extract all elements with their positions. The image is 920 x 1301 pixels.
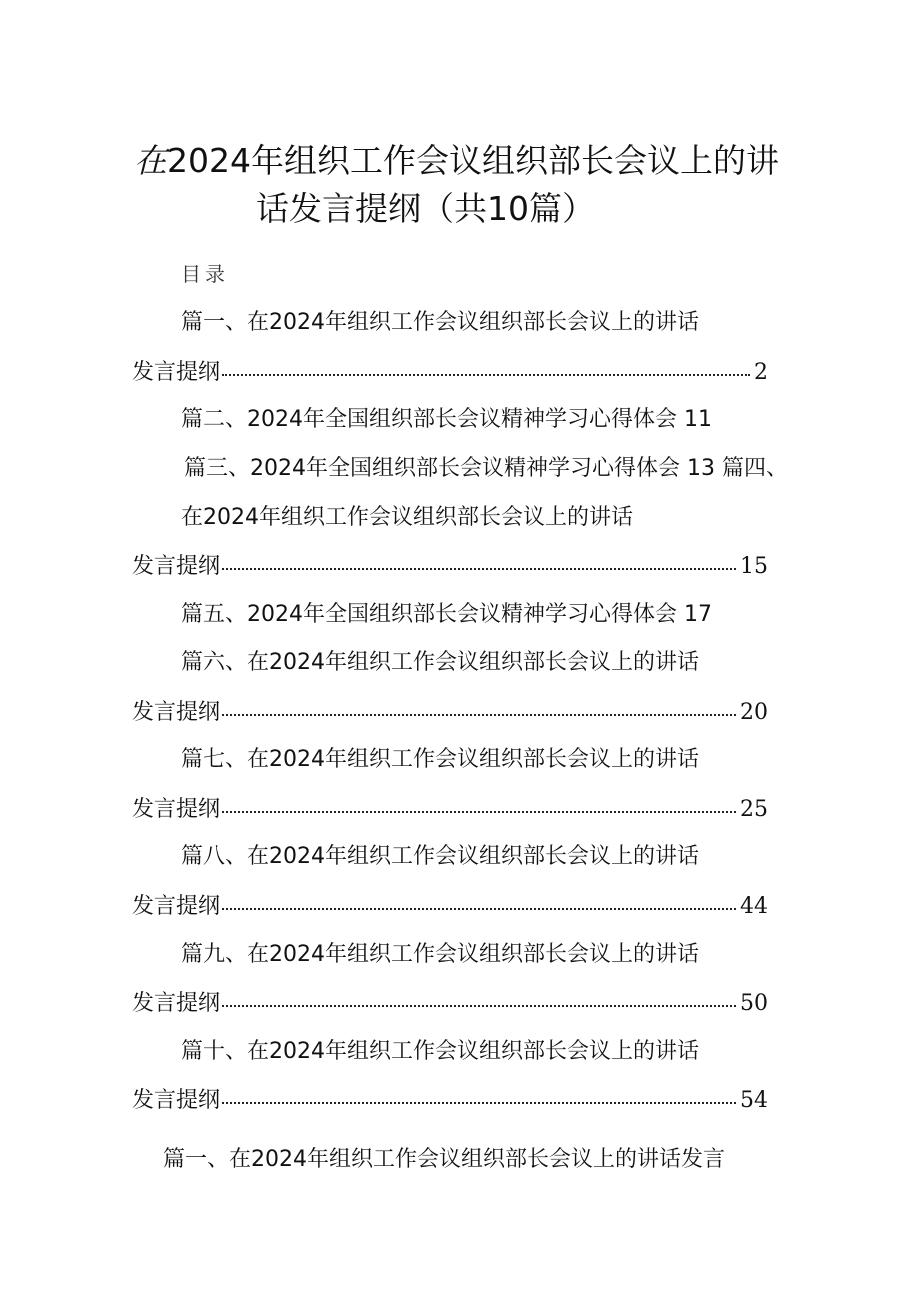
toc-entry-7-page: 25 — [740, 797, 768, 822]
toc-label: 目录 — [181, 262, 229, 286]
document-title-line-1 — [134, 141, 794, 181]
toc-entry-4-line-2[interactable] — [132, 551, 768, 582]
toc-entry-9-line-2[interactable] — [132, 988, 768, 1019]
toc-entry-3[interactable]: 篇三、2024年全国组织部长会议精神学习心得体会 13 篇四、 — [184, 456, 788, 481]
section-heading: 篇一、在2024年组织工作会议组织部长会议上的讲话发言 — [163, 1147, 725, 1172]
toc-entry-9-label: 发言提纲 — [132, 991, 221, 1016]
toc-entry-4-label: 发言提纲 — [132, 554, 221, 579]
dot-leader — [222, 694, 736, 716]
toc-entry-10-label: 发言提纲 — [132, 1088, 221, 1113]
dot-leader — [222, 888, 736, 910]
toc-entry-10-page: 54 — [740, 1088, 768, 1113]
toc-entry-5[interactable]: 篇五、2024年全国组织部长会议精神学习心得体会 17 — [181, 602, 712, 627]
toc-entry-1-line-1[interactable]: 篇一、在2024年组织工作会议组织部长会议上的讲话 — [181, 310, 699, 335]
toc-entry-1-label: 发言提纲 — [132, 360, 221, 385]
toc-entry-6-line-1[interactable]: 篇六、在2024年组织工作会议组织部长会议上的讲话 — [181, 650, 699, 675]
toc-entry-1-line-2[interactable] — [132, 357, 768, 388]
toc-entry-10-line-2[interactable] — [132, 1085, 768, 1116]
toc-entry-7-line-2[interactable] — [132, 794, 768, 825]
toc-entry-4-line-1[interactable]: 在2024年组织工作会议组织部长会议上的讲话 — [181, 505, 633, 530]
toc-entry-6-page: 20 — [740, 700, 768, 725]
toc-entry-9-line-1[interactable]: 篇九、在2024年组织工作会议组织部长会议上的讲话 — [181, 942, 699, 967]
title-prefix: 在 — [134, 141, 167, 180]
dot-leader — [222, 354, 750, 376]
dot-leader — [222, 548, 736, 570]
toc-entry-9-page: 50 — [740, 991, 768, 1016]
toc-entry-4-page: 15 — [740, 554, 768, 579]
toc-entry-10-line-1[interactable]: 篇十、在2024年组织工作会议组织部长会议上的讲话 — [181, 1039, 699, 1064]
dot-leader — [222, 1082, 736, 1104]
toc-entry-6-line-2[interactable] — [132, 697, 768, 728]
toc-entry-7-label: 发言提纲 — [132, 797, 221, 822]
toc-entry-8-page: 44 — [740, 894, 768, 919]
toc-entry-8-line-1[interactable]: 篇八、在2024年组织工作会议组织部长会议上的讲话 — [181, 844, 699, 869]
title-line-1-text: 2024年组织工作会议组织部长会议上的讲 — [167, 141, 779, 180]
toc-entry-8-label: 发言提纲 — [132, 894, 221, 919]
toc-entry-1-page: 2 — [754, 360, 768, 385]
toc-entry-7-line-1[interactable]: 篇七、在2024年组织工作会议组织部长会议上的讲话 — [181, 747, 699, 772]
toc-entry-6-label: 发言提纲 — [132, 700, 221, 725]
toc-entry-2[interactable]: 篇二、2024年全国组织部长会议精神学习心得体会 11 — [181, 407, 712, 432]
dot-leader — [222, 985, 736, 1007]
document-title-line-2: 话发言提纲（共10篇） — [256, 189, 595, 228]
toc-entry-8-line-2[interactable] — [132, 891, 768, 922]
dot-leader — [222, 791, 736, 813]
